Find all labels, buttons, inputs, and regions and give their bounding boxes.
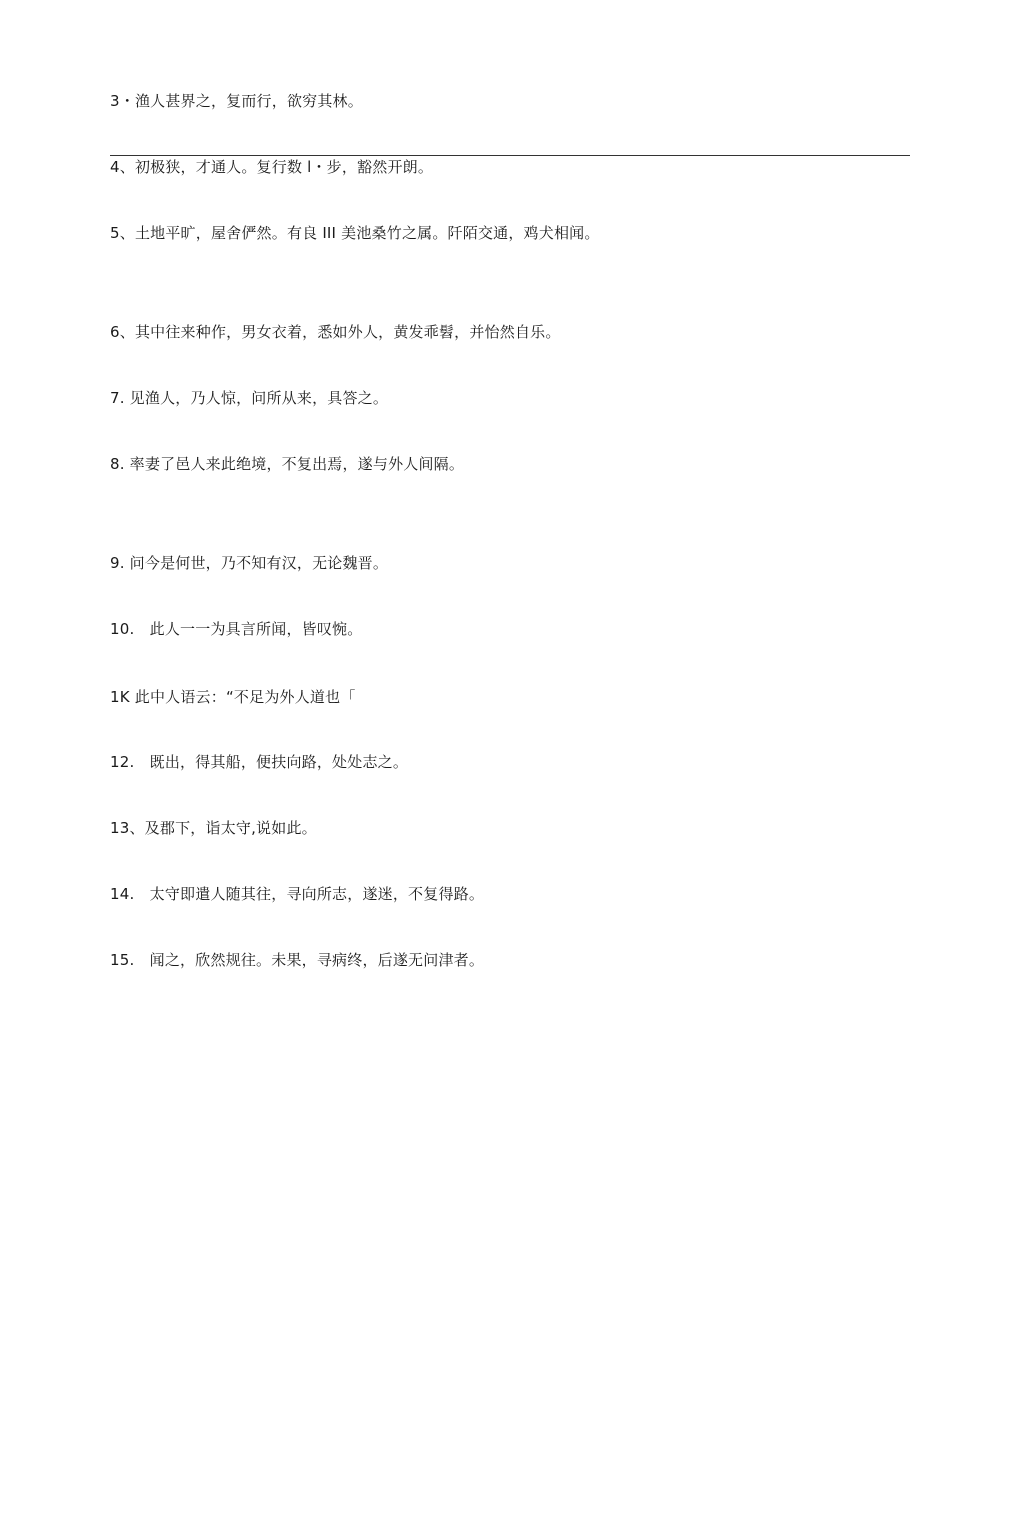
text-line-12: 12. 既出，得其船，便扶向路，处处志之。	[110, 753, 409, 771]
text-line-14: 14. 太守即遣人随其往，寻向所志，遂迷，不复得路。	[110, 885, 485, 903]
text-line-15: 15. 闻之，欣然规往。未果，寻病终，后遂无问津者。	[110, 951, 485, 969]
text-line-3: 3・渔人甚界之，复而行，欲穷其林。	[110, 92, 363, 110]
text-line-8: 8. 率妻了邑人来此绝境，不复出焉，遂与外人间隔。	[110, 455, 465, 473]
text-line-9: 9. 问今是何世，乃不知有汉，无论魏晋。	[110, 554, 389, 572]
text-line-11: 1K 此中人语云：“不足为外人道也「	[110, 688, 356, 706]
horizontal-rule	[110, 155, 910, 156]
text-line-7: 7. 见渔人，乃人惊，问所从来，具答之。	[110, 389, 389, 407]
text-line-13: 13、及郡下，诣太守,说如此。	[110, 819, 317, 837]
text-line-10: 10. 此人一一为具言所闻，皆叹惋。	[110, 620, 363, 638]
text-line-6: 6、其中往来种作，男女衣着，悉如外人，黄发乖髫，并怡然自乐。	[110, 323, 561, 341]
text-line-5: 5、土地平旷，屋舍俨然。有良 III 美池桑竹之属。阡陌交通，鸡犬相闻。	[110, 224, 600, 242]
text-line-4: 4、初极狭，才通人。复行数 l・步，豁然开朗。	[110, 158, 434, 176]
